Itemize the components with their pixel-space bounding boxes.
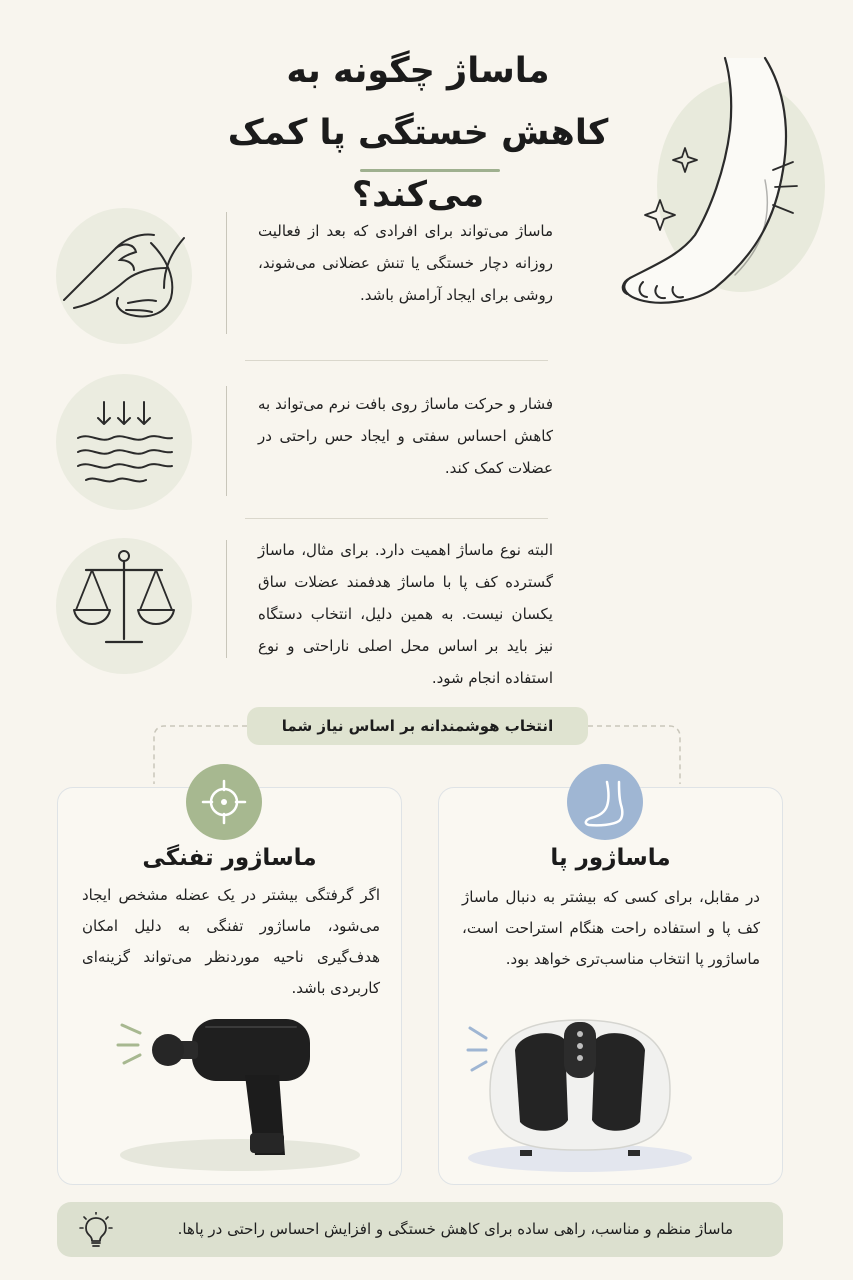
pressure-layers-icon [56,374,192,510]
balance-scale-icon [56,538,192,674]
title-line-2: کاهش خستگی پا کمک می‌کند؟ [227,113,609,215]
section-text-3: البته نوع ماساژ اهمیت دارد. برای مثال، ماساژ گسترده کف پا با ماساژ هدفمند عضلات ساق یکسان نیست. به همین دلیل، انتخاب دستگاه نیز باید بر اساس محل اصلی ناراحتی و نوع استفاده انجام شود. [258,541,553,687]
gun-card-title: ماساژور تفنگی [142,845,317,871]
choice-label: انتخاب هوشمندانه بر اساس نیاز شما [247,707,588,745]
lightbulb-icon [78,1212,114,1248]
foot-icon [567,764,643,840]
foot-card-title: ماساژور پا [550,845,671,871]
title-line-1: ماساژ چگونه به [286,51,550,91]
divider-horizontal [245,360,548,361]
foot-card-text: در مقابل، برای کسی که بیشتر به دنبال ماساژ کف پا و استفاده راحت هنگام استراحت است، ماساژور پا انتخاب مناسب‌تری خواهد بود. [462,888,760,968]
tip-text: ماساژ منظم و مناسب، راهی ساده برای کاهش خستگی و افزایش احساس راحتی در پاها. [177,1220,733,1238]
target-icon [186,764,262,840]
divider-vertical [226,212,227,334]
section-text-1: ماساژ می‌تواند برای افرادی که بعد از فعالیت روزانه دچار خستگی یا تنش عضلانی می‌شوند، روشی برای ایجاد آرامش باشد. [258,222,553,304]
gun-card-text: اگر گرفتگی بیشتر در یک عضله مشخص ایجاد می‌شود، ماساژور تفنگی به دلیل امکان هدف‌گیری ناحیه موردنظر می‌تواند گزینه‌ای کاربردی باشد. [82,886,380,997]
section-text-2: فشار و حرکت ماساژ روی بافت نرم می‌تواند به کاهش احساس سفتی و ایجاد حس راحتی در عضلات کمک کند. [258,395,553,477]
massage-gun-image [110,1005,380,1175]
divider-vertical [226,540,227,658]
tip-bar [57,1202,783,1257]
title-underline [360,169,500,172]
page-title [183,40,653,226]
foot-massager-image [460,1010,700,1175]
target-icon-badge [186,764,262,840]
divider-horizontal [245,518,548,519]
hands-icon [56,208,192,344]
foot-icon-badge [567,764,643,840]
foot-illustration-icon [615,50,825,310]
divider-vertical [226,386,227,496]
